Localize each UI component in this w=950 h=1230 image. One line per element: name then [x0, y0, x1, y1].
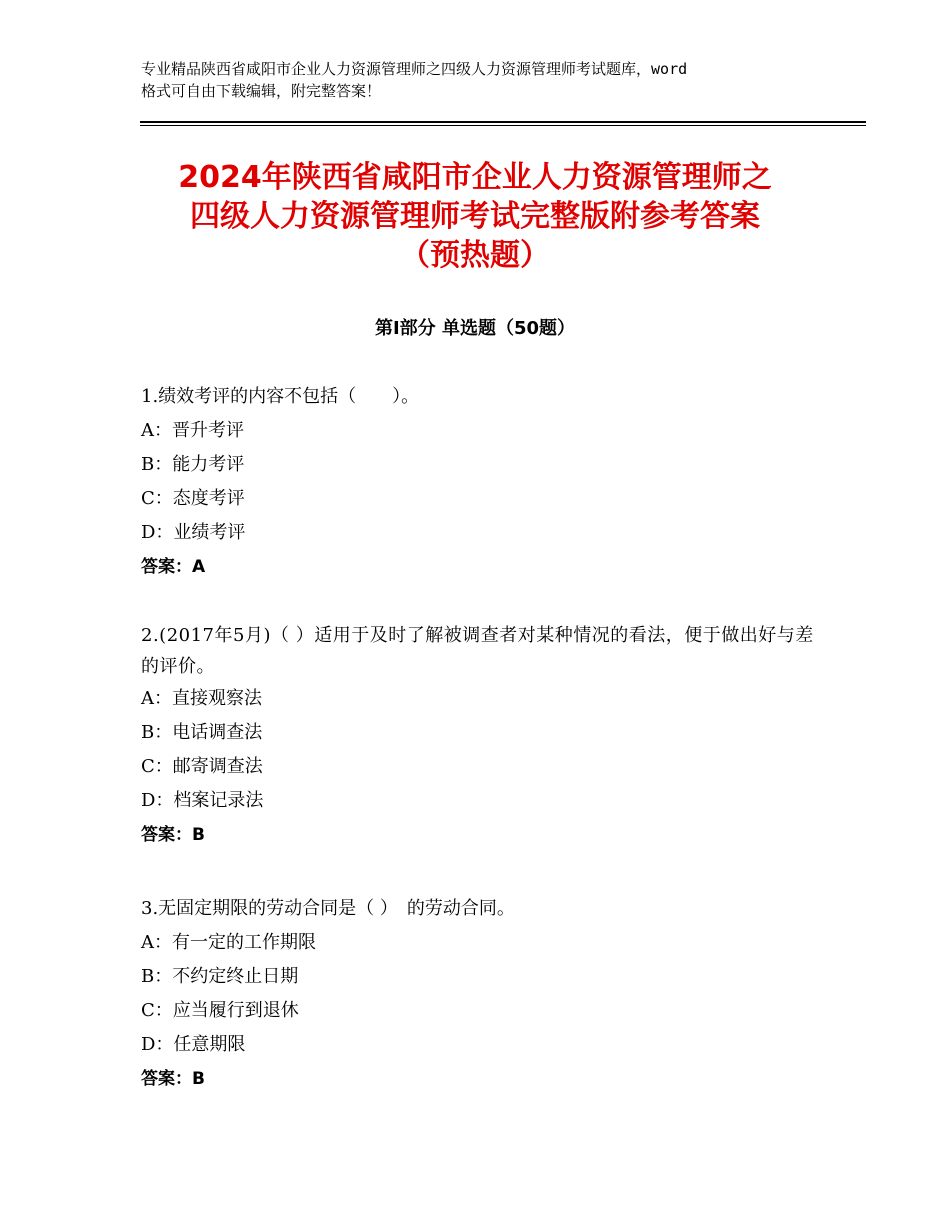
option-c: C：应当履行到退休	[141, 1000, 299, 1021]
answer-label: 答案：A	[141, 557, 206, 577]
option-c: C：态度考评	[141, 488, 245, 509]
header-note	[141, 58, 821, 102]
option-d: D：任意期限	[141, 1034, 246, 1055]
option-b: B：不约定终止日期	[141, 966, 299, 987]
document-title-line-1: 2024年陕西省咸阳市企业人力资源管理师之	[178, 160, 772, 195]
option-d: D：业绩考评	[141, 522, 246, 543]
document-title	[120, 158, 830, 275]
question-2	[141, 620, 821, 852]
option-b: B：能力考评	[141, 454, 245, 475]
answer-label: 答案：B	[141, 825, 205, 845]
header-divider-thick	[140, 121, 866, 123]
document-title-line-2: 四级人力资源管理师考试完整版附参考答案	[190, 199, 760, 234]
header-note-line-1: 专业精品陕西省咸阳市企业人力资源管理师之四级人力资源管理师考试题库，word	[141, 60, 688, 78]
option-a: A：直接观察法	[141, 688, 262, 709]
document-title-line-3: （预热题）	[400, 238, 550, 273]
question-3	[141, 892, 821, 1096]
question-stem: 1.绩效考评的内容不包括（ ）。	[141, 386, 420, 407]
answer-label: 答案：B	[141, 1069, 205, 1089]
question-1	[141, 380, 821, 584]
option-a: A：晋升考评	[141, 420, 244, 441]
header-note-line-2: 格式可自由下载编辑，附完整答案！	[141, 82, 382, 100]
header-divider-thin	[140, 125, 866, 126]
option-a: A：有一定的工作期限	[141, 932, 316, 953]
question-stem: 3.无固定期限的劳动合同是（ ） 的劳动合同。	[141, 898, 515, 919]
option-b: B：电话调查法	[141, 722, 263, 743]
option-d: D：档案记录法	[141, 790, 264, 811]
option-c: C：邮寄调查法	[141, 756, 263, 777]
question-stem: 2.(2017年5月)（ ）适用于及时了解被调查者对某种情况的看法，便于做出好与差的评价。	[141, 625, 814, 677]
section-title: 第Ⅰ部分 单选题（50题）	[374, 318, 575, 339]
